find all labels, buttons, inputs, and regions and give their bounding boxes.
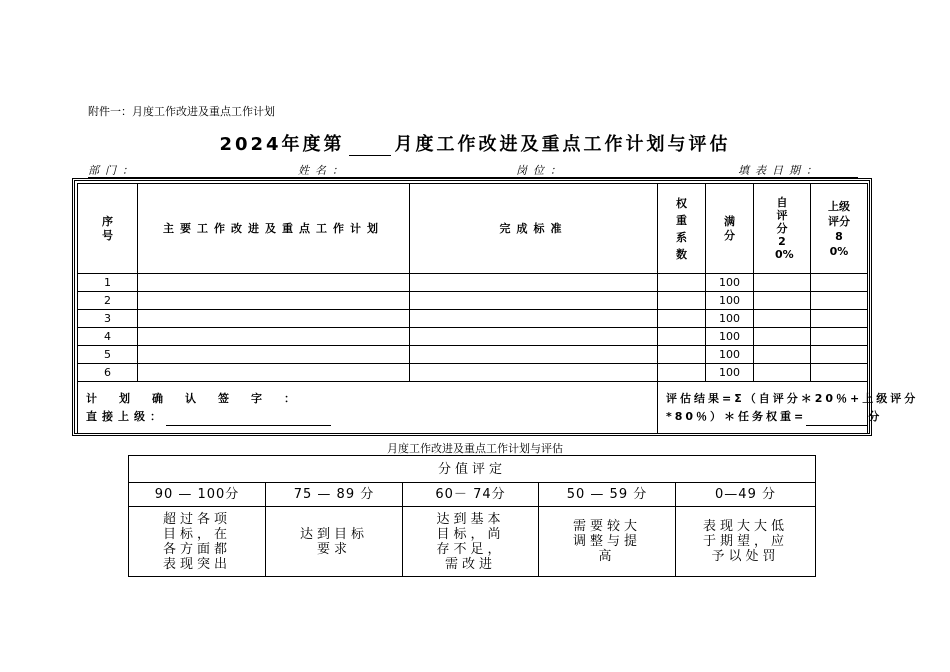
score-table-caption: 月度工作改进及重点工作计划与评估 xyxy=(387,442,563,455)
range-50-59: 50 — 59 分 xyxy=(539,483,676,507)
row-full-score: 100 xyxy=(706,346,754,364)
desc-excellent: 超过各项 目标，在 各方面都 表现突出 xyxy=(129,507,266,577)
plan-table-frame xyxy=(72,178,919,436)
month-blank[interactable] xyxy=(349,139,391,156)
row-seq: 2 xyxy=(78,292,138,310)
row-full-score: 100 xyxy=(706,292,754,310)
row-self-score-cell[interactable] xyxy=(754,292,811,310)
score-title: 分值评定 xyxy=(129,456,816,483)
desc-basic-target: 达到基本 目标，尚 存不足， 需改进 xyxy=(403,507,539,577)
signature-field[interactable] xyxy=(166,413,331,426)
date-label: 填表日期： xyxy=(738,164,823,177)
header-self-score: 自评分20% xyxy=(754,184,811,274)
eval-result-cell xyxy=(658,382,919,434)
row-self-score-cell[interactable] xyxy=(754,274,811,292)
row-plan-cell[interactable] xyxy=(138,364,410,382)
header-standard: 完成标准 xyxy=(410,184,658,274)
range-60-74: 60－ 74分 xyxy=(403,483,539,507)
row-plan-cell[interactable] xyxy=(138,346,410,364)
row-weight-cell[interactable] xyxy=(658,274,706,292)
table-row xyxy=(78,274,868,292)
name-label: 姓名： xyxy=(298,164,349,177)
score-title-row xyxy=(129,456,816,483)
table-row xyxy=(78,364,868,382)
row-self-score-cell[interactable] xyxy=(754,310,811,328)
desc-needs-improvement: 需要较大 调整与提 高 xyxy=(539,507,676,577)
row-full-score: 100 xyxy=(706,364,754,382)
table-row xyxy=(78,328,868,346)
score-desc-row xyxy=(129,507,816,577)
eval-unit: 分 xyxy=(868,409,883,423)
range-90-100: 90 — 100分 xyxy=(129,483,266,507)
row-plan-cell[interactable] xyxy=(138,310,410,328)
row-weight-cell[interactable] xyxy=(658,328,706,346)
row-self-score-cell[interactable] xyxy=(754,346,811,364)
score-range-row xyxy=(129,483,816,507)
table-row xyxy=(78,292,868,310)
plan-table xyxy=(77,183,919,434)
row-standard-cell[interactable] xyxy=(410,310,658,328)
desc-meets-target: 达到目标 要求 xyxy=(266,507,403,577)
header-weight: 权重系数 xyxy=(658,184,706,274)
row-superior-score-cell[interactable] xyxy=(811,346,868,364)
position-label: 岗位： xyxy=(516,164,567,177)
row-standard-cell[interactable] xyxy=(410,274,658,292)
row-seq: 1 xyxy=(78,274,138,292)
row-full-score: 100 xyxy=(706,310,754,328)
sign-cell xyxy=(78,382,658,434)
header-fields xyxy=(88,162,858,178)
row-self-score-cell[interactable] xyxy=(754,364,811,382)
row-superior-score-cell[interactable] xyxy=(811,292,868,310)
title-suffix: 月度工作改进及重点工作计划与评估 xyxy=(394,134,731,155)
sign-line-1: 计 划 确 认 签 字 ： xyxy=(86,391,295,405)
row-full-score: 100 xyxy=(706,274,754,292)
row-superior-score-cell[interactable] xyxy=(811,274,868,292)
row-seq: 4 xyxy=(78,328,138,346)
row-standard-cell[interactable] xyxy=(410,292,658,310)
row-weight-cell[interactable] xyxy=(658,292,706,310)
table-row xyxy=(78,310,868,328)
row-seq: 5 xyxy=(78,346,138,364)
header-plan: 主要工作改进及重点工作计划 xyxy=(138,184,410,274)
row-plan-cell[interactable] xyxy=(138,328,410,346)
row-seq: 3 xyxy=(78,310,138,328)
row-plan-cell[interactable] xyxy=(138,274,410,292)
range-75-89: 75 — 89 分 xyxy=(266,483,403,507)
header-superior-score: 上级评分80% xyxy=(811,184,868,274)
direct-superior-label: 直接上级： xyxy=(86,409,166,423)
eval-formula-line-1: 评估结果=Σ（自评分＊20％+上级评分 xyxy=(666,391,919,405)
row-superior-score-cell[interactable] xyxy=(811,328,868,346)
row-plan-cell[interactable] xyxy=(138,292,410,310)
desc-below-expectation: 表现大大低 于期望，应 予以处罚 xyxy=(676,507,816,577)
row-seq: 6 xyxy=(78,364,138,382)
row-weight-cell[interactable] xyxy=(658,364,706,382)
page-title xyxy=(0,130,950,156)
title-prefix: 2024年度第 xyxy=(219,134,345,155)
row-standard-cell[interactable] xyxy=(410,346,658,364)
header-seq: 序号 xyxy=(78,184,138,274)
row-standard-cell[interactable] xyxy=(410,364,658,382)
table-row xyxy=(78,346,868,364)
row-self-score-cell[interactable] xyxy=(754,328,811,346)
eval-result-field[interactable] xyxy=(806,413,868,426)
attachment-label: 附件一：月度工作改进及重点工作计划 xyxy=(88,105,275,118)
header-full-score: 满分 xyxy=(706,184,754,274)
header-row xyxy=(78,184,868,274)
row-standard-cell[interactable] xyxy=(410,328,658,346)
row-superior-score-cell[interactable] xyxy=(811,310,868,328)
row-weight-cell[interactable] xyxy=(658,346,706,364)
range-0-49: 0—49 分 xyxy=(676,483,816,507)
eval-formula-line-2: *80％）＊任务权重= xyxy=(666,409,807,423)
row-weight-cell[interactable] xyxy=(658,310,706,328)
row-superior-score-cell[interactable] xyxy=(811,364,868,382)
footer-row xyxy=(78,382,868,434)
row-full-score: 100 xyxy=(706,328,754,346)
score-table xyxy=(128,455,816,577)
department-label: 部门： xyxy=(88,164,139,177)
